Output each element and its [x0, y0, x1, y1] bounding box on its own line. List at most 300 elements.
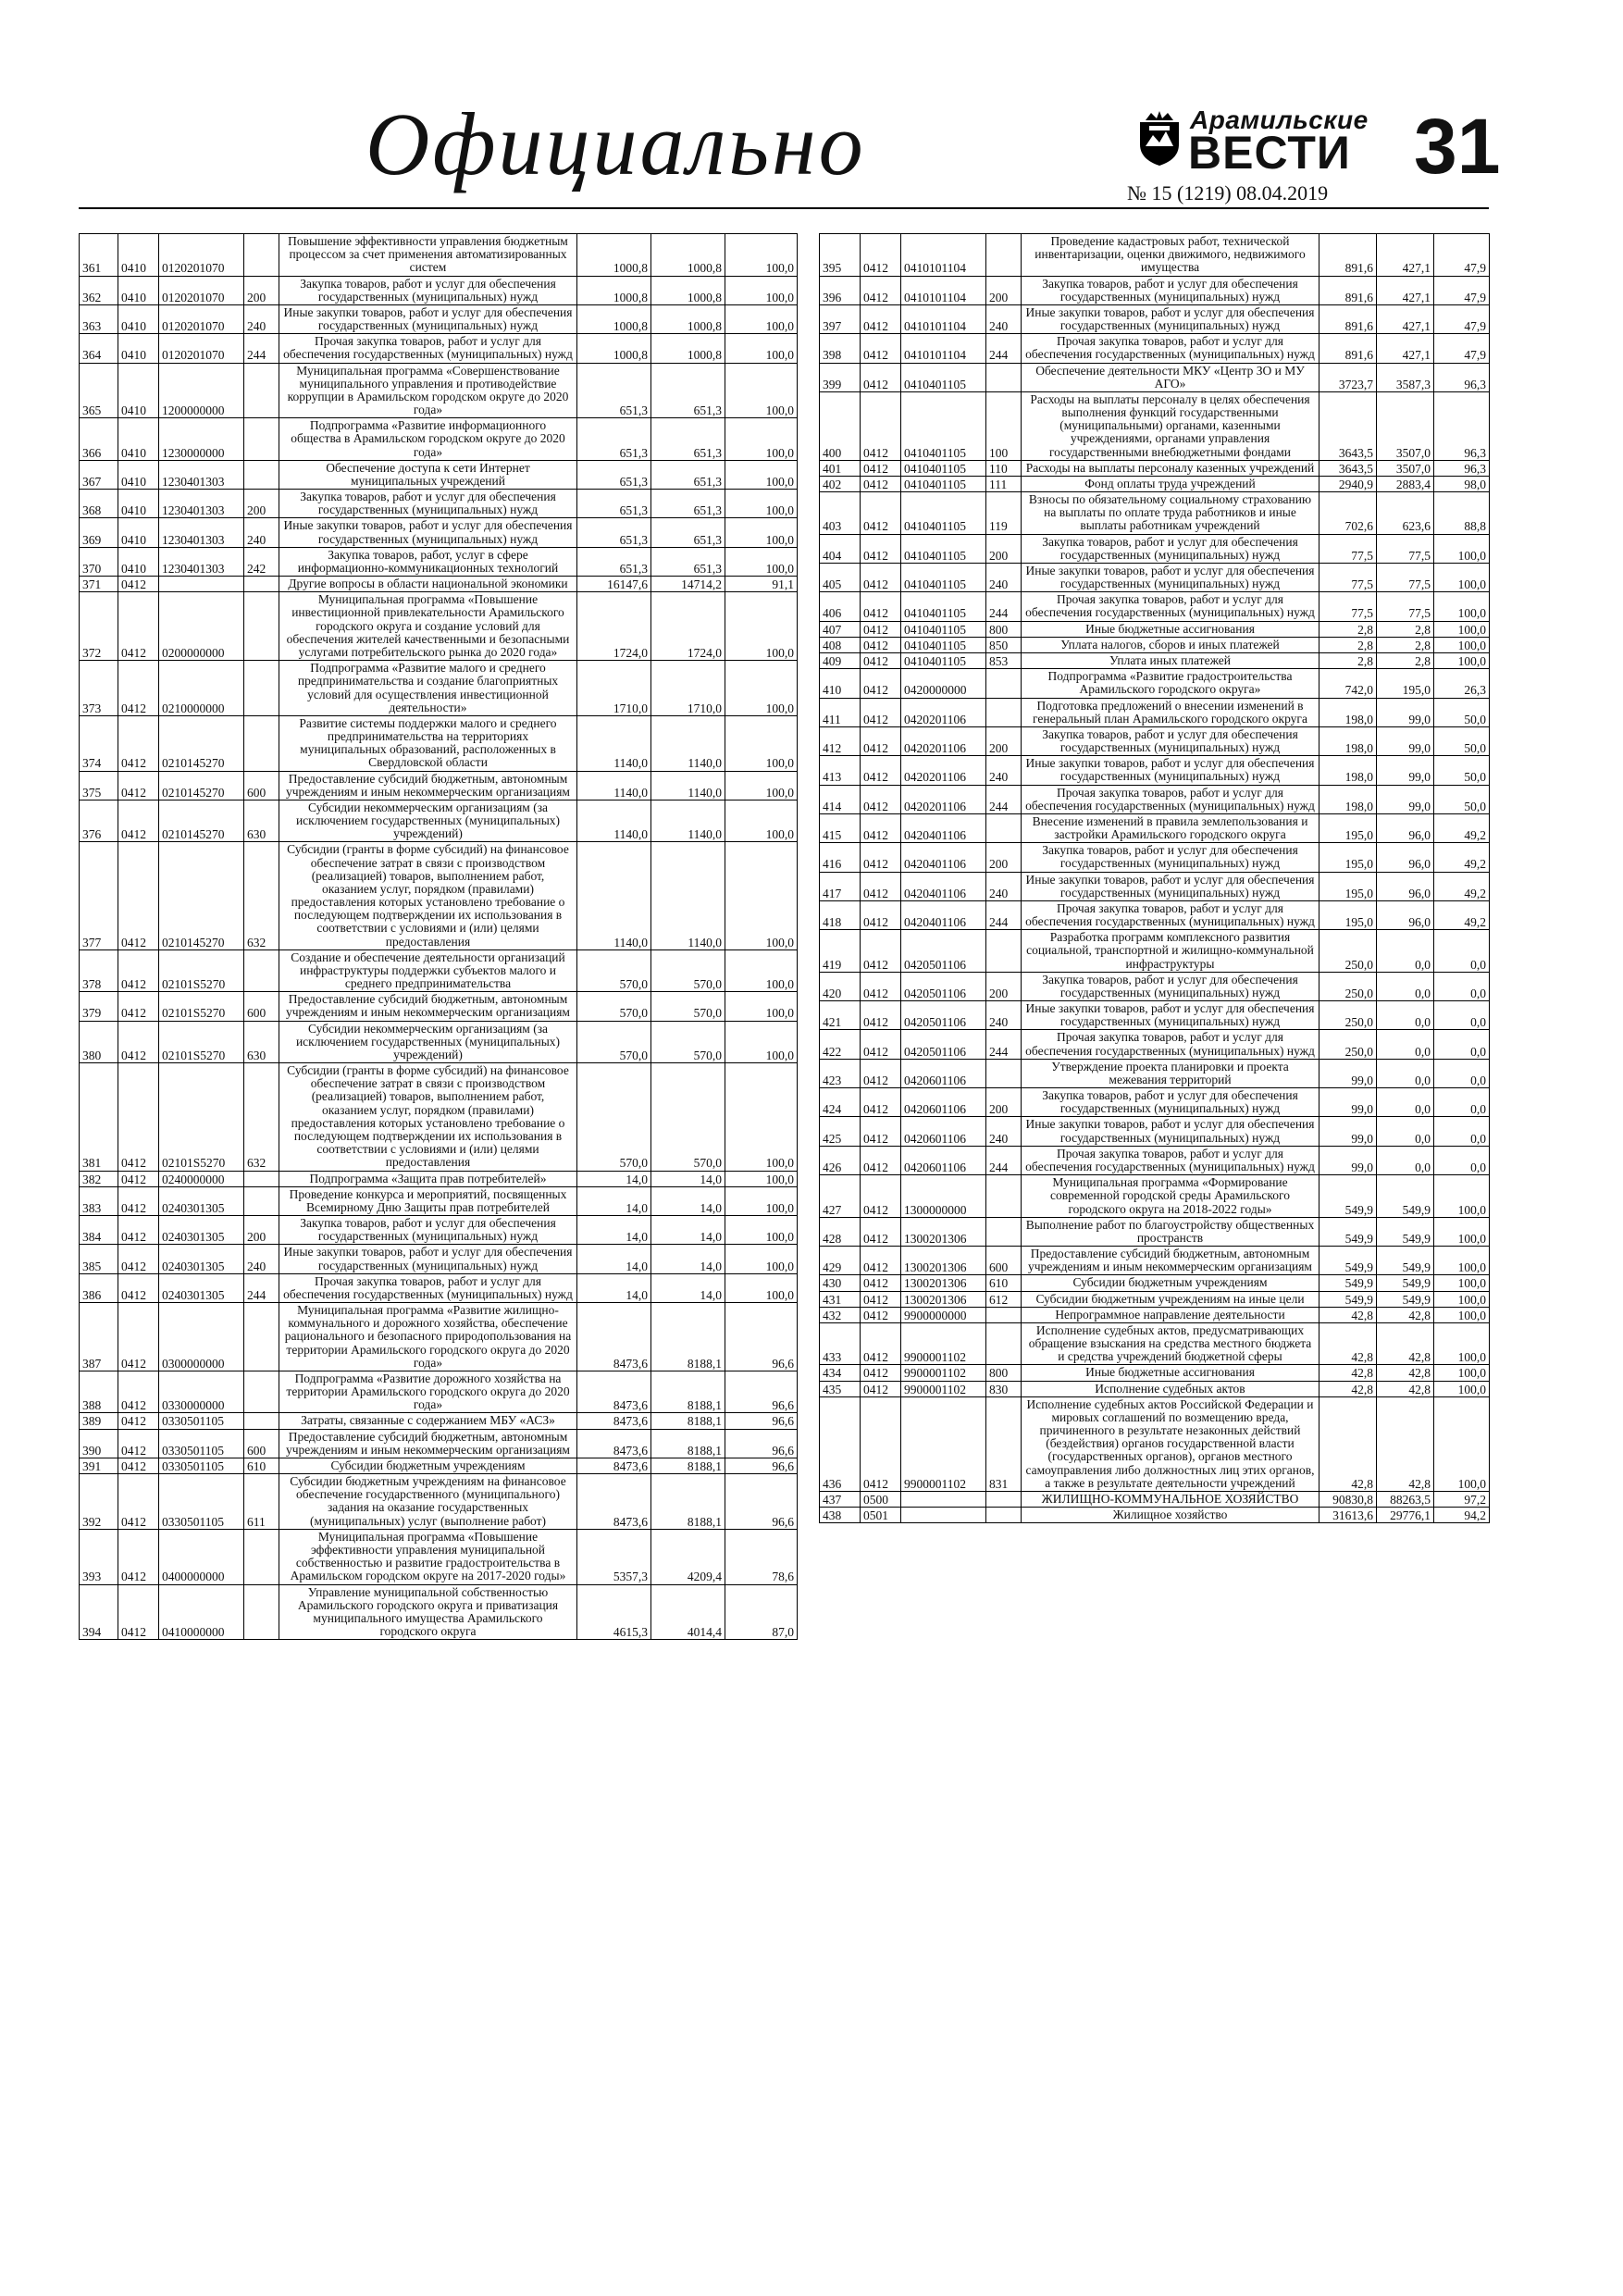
planned-amount: 3643,5: [1319, 460, 1377, 476]
target-article-code: 0240301305: [159, 1245, 244, 1273]
section-code: 0412: [861, 1001, 901, 1030]
target-article-code: 0410401105: [901, 621, 986, 637]
expense-description: Другие вопросы в области национальной экономики: [279, 577, 577, 592]
execution-percent: 47,9: [1434, 334, 1490, 363]
row-number: 377: [80, 842, 118, 949]
executed-amount: 96,0: [1377, 813, 1434, 842]
row-number: 394: [80, 1584, 118, 1640]
expense-description: Прочая закупка товаров, работ и услуг для обеспечения государственных (муниципальных) нужд: [1022, 592, 1319, 621]
expense-description: Расходы на выплаты персоналу в целях обеспечения выполнения функций государственными (муниципальными) органами, казенными учреждениями, органами управления государственными внебюджетными фондами: [1022, 391, 1319, 460]
expense-description: Закупка товаров, работ, услуг в сфере информационно-коммуникационных технологий: [279, 547, 577, 576]
planned-amount: 891,6: [1319, 334, 1377, 363]
execution-percent: 100,0: [725, 592, 798, 661]
execution-percent: 96,6: [725, 1429, 798, 1458]
execution-percent: 100,0: [1434, 637, 1490, 652]
execution-percent: 78,6: [725, 1529, 798, 1584]
target-article-code: 0420501106: [901, 1030, 986, 1059]
row-number: 388: [80, 1371, 118, 1413]
section-code: 0412: [118, 1063, 159, 1171]
table-row: [820, 1396, 1490, 1491]
expense-type-code: 200: [986, 843, 1022, 872]
expense-description: Иные бюджетные ассигнования: [1022, 621, 1319, 637]
section-code: 0412: [118, 1474, 159, 1530]
execution-percent: 50,0: [1434, 785, 1490, 813]
executed-amount: 570,0: [651, 992, 725, 1021]
execution-percent: 100,0: [725, 842, 798, 949]
executed-amount: 427,1: [1377, 304, 1434, 333]
target-article-code: 1300201306: [901, 1247, 986, 1275]
executed-amount: 8188,1: [651, 1413, 725, 1429]
execution-percent: 100,0: [725, 771, 798, 800]
execution-percent: 91,1: [725, 577, 798, 592]
expense-description: Прочая закупка товаров, работ и услуг для обеспечения государственных (муниципальных) нужд: [1022, 785, 1319, 813]
expense-description: Подпрограмма «Развитие градостроительства Арамильского городского округа»: [1022, 669, 1319, 698]
expense-type-code: 853: [986, 652, 1022, 668]
target-article-code: 9900001102: [901, 1381, 986, 1396]
execution-percent: 47,9: [1434, 234, 1490, 277]
row-number: 418: [820, 900, 861, 929]
planned-amount: 1000,8: [577, 276, 651, 304]
table-row: [80, 547, 798, 576]
section-code: 0412: [118, 1584, 159, 1640]
budget-table-left: [79, 233, 798, 1640]
expense-type-code: 850: [986, 637, 1022, 652]
row-number: 406: [820, 592, 861, 621]
planned-amount: 4615,3: [577, 1584, 651, 1640]
executed-amount: 0,0: [1377, 1001, 1434, 1030]
expense-description: Иные закупки товаров, работ и услуг для обеспечения государственных (муниципальных) нужд: [1022, 756, 1319, 785]
execution-percent: 100,0: [725, 949, 798, 992]
planned-amount: 77,5: [1319, 534, 1377, 563]
target-article-code: 0420601106: [901, 1088, 986, 1117]
planned-amount: 99,0: [1319, 1117, 1377, 1146]
planned-amount: 2,8: [1319, 652, 1377, 668]
table-row: [820, 726, 1490, 755]
executed-amount: 42,8: [1377, 1365, 1434, 1381]
target-article-code: 0410401105: [901, 363, 986, 391]
table-row: [820, 1001, 1490, 1030]
section-code: 0412: [118, 1458, 159, 1473]
table-row: [820, 1322, 1490, 1365]
expense-type-code: 800: [986, 621, 1022, 637]
expense-type-code: 244: [986, 1146, 1022, 1174]
expense-description: Обеспечение деятельности МКУ «Центр ЗО и МУ АГО»: [1022, 363, 1319, 391]
executed-amount: 651,3: [651, 460, 725, 489]
row-number: 417: [820, 872, 861, 900]
row-number: 409: [820, 652, 861, 668]
section-code: 0412: [861, 652, 901, 668]
planned-amount: 42,8: [1319, 1307, 1377, 1322]
expense-type-code: [986, 669, 1022, 698]
expense-description: Затраты, связанные с содержанием МБУ «АСЗ»: [279, 1413, 577, 1429]
row-number: 364: [80, 334, 118, 363]
target-article-code: 1230401303: [159, 518, 244, 547]
target-article-code: 0120201070: [159, 276, 244, 304]
table-row: [820, 872, 1490, 900]
row-number: 365: [80, 363, 118, 418]
expense-type-code: 630: [244, 800, 279, 842]
expense-description: Подготовка предложений о внесении изменений в генеральный план Арамильского городского округа: [1022, 698, 1319, 726]
section-code: 0412: [861, 534, 901, 563]
table-row: [820, 234, 1490, 277]
row-number: 385: [80, 1245, 118, 1273]
execution-percent: 96,3: [1434, 363, 1490, 391]
execution-percent: 100,0: [1434, 1381, 1490, 1396]
row-number: 396: [820, 276, 861, 304]
expense-description: Закупка товаров, работ и услуг для обеспечения государственных (муниципальных) нужд: [1022, 843, 1319, 872]
executed-amount: 195,0: [1377, 669, 1434, 698]
row-number: 373: [80, 661, 118, 716]
planned-amount: 2,8: [1319, 621, 1377, 637]
execution-percent: 0,0: [1434, 1117, 1490, 1146]
planned-amount: 570,0: [577, 949, 651, 992]
planned-amount: 198,0: [1319, 726, 1377, 755]
row-number: 415: [820, 813, 861, 842]
executed-amount: 99,0: [1377, 756, 1434, 785]
section-code: 0412: [861, 1381, 901, 1396]
execution-percent: 26,3: [1434, 669, 1490, 698]
table-row: [80, 592, 798, 661]
expense-description: Субсидии бюджетным учреждениям на иные цели: [1022, 1291, 1319, 1307]
expense-description: Прочая закупка товаров, работ и услуг для обеспечения государственных (муниципальных) нужд: [1022, 1030, 1319, 1059]
execution-percent: 0,0: [1434, 1146, 1490, 1174]
table-row: [820, 534, 1490, 563]
executed-amount: 99,0: [1377, 785, 1434, 813]
section-code: 0412: [861, 637, 901, 652]
expense-description: Субсидии некоммерческим организациям (за исключением государственных (муниципальных) учреждений): [279, 1021, 577, 1063]
target-article-code: 0420601106: [901, 1117, 986, 1146]
executed-amount: 3507,0: [1377, 391, 1434, 460]
target-article-code: 0330501105: [159, 1413, 244, 1429]
row-number: 380: [80, 1021, 118, 1063]
expense-description: Исполнение судебных актов, предусматривающих обращение взыскания на средства местного бюджета и средства учреждений бюджетной сферы: [1022, 1322, 1319, 1365]
expense-description: Уплата налогов, сборов и иных платежей: [1022, 637, 1319, 652]
execution-percent: 50,0: [1434, 756, 1490, 785]
execution-percent: 100,0: [725, 992, 798, 1021]
planned-amount: 651,3: [577, 460, 651, 489]
row-number: 420: [820, 972, 861, 1000]
executed-amount: 0,0: [1377, 1030, 1434, 1059]
target-article-code: 1300201306: [901, 1217, 986, 1246]
execution-percent: 100,0: [725, 1273, 798, 1302]
planned-amount: 250,0: [1319, 1001, 1377, 1030]
target-article-code: 0420401106: [901, 813, 986, 842]
table-row: [80, 1529, 798, 1584]
table-row: [820, 563, 1490, 591]
row-number: 403: [820, 492, 861, 535]
planned-amount: 250,0: [1319, 1030, 1377, 1059]
expense-description: ЖИЛИЩНО-КОММУНАЛЬНОЕ ХОЗЯЙСТВО: [1022, 1491, 1319, 1507]
expense-description: Разработка программ комплексного развития социальной, транспортной и жилищно-коммунальной инфраструктуры: [1022, 930, 1319, 973]
target-article-code: 1230401303: [159, 460, 244, 489]
execution-percent: 96,6: [725, 1303, 798, 1371]
expense-type-code: [986, 1508, 1022, 1523]
section-code: 0412: [861, 592, 901, 621]
execution-percent: 0,0: [1434, 1088, 1490, 1117]
planned-amount: 99,0: [1319, 1059, 1377, 1087]
target-article-code: [159, 577, 244, 592]
expense-description: Прочая закупка товаров, работ и услуг для обеспечения государственных (муниципальных) нужд: [279, 1273, 577, 1302]
table-row: [80, 577, 798, 592]
section-code: 0412: [861, 1247, 901, 1275]
execution-percent: 98,0: [1434, 476, 1490, 491]
planned-amount: 651,3: [577, 418, 651, 461]
executed-amount: 77,5: [1377, 592, 1434, 621]
executed-amount: 1724,0: [651, 592, 725, 661]
planned-amount: 570,0: [577, 1021, 651, 1063]
expense-type-code: 600: [986, 1247, 1022, 1275]
expense-type-code: [244, 363, 279, 418]
expense-description: Иные закупки товаров, работ и услуг для обеспечения государственных (муниципальных) нужд: [1022, 304, 1319, 333]
expense-type-code: [244, 715, 279, 771]
section-code: 0412: [861, 1030, 901, 1059]
execution-percent: 100,0: [1434, 1307, 1490, 1322]
expense-type-code: 240: [986, 563, 1022, 591]
planned-amount: 1140,0: [577, 800, 651, 842]
table-row: [80, 661, 798, 716]
executed-amount: 2883,4: [1377, 476, 1434, 491]
planned-amount: 8473,6: [577, 1429, 651, 1458]
expense-description: Муниципальная программа «Совершенствование муниципального управления и противодействие коррупции в Арамильском городском округе до 2020 года»: [279, 363, 577, 418]
expense-type-code: [986, 1307, 1022, 1322]
table-row: [820, 900, 1490, 929]
expense-type-code: 119: [986, 492, 1022, 535]
table-row: [820, 621, 1490, 637]
planned-amount: 702,6: [1319, 492, 1377, 535]
expense-type-code: 240: [986, 304, 1022, 333]
row-number: 408: [820, 637, 861, 652]
expense-description: Подпрограмма «Развитие дорожного хозяйства на территории Арамильского городского округа до 2020 года»: [279, 1371, 577, 1413]
target-article-code: 1230401303: [159, 490, 244, 518]
page-number: 31: [1414, 103, 1501, 190]
target-article-code: [901, 1491, 986, 1507]
expense-type-code: 600: [244, 992, 279, 1021]
target-article-code: 0410401105: [901, 460, 986, 476]
expense-description: Проведение конкурса и мероприятий, посвященных Всемирному Дню Защиты прав потребителей: [279, 1186, 577, 1215]
execution-percent: 100,0: [1434, 592, 1490, 621]
target-article-code: 1230401303: [159, 547, 244, 576]
row-number: 390: [80, 1429, 118, 1458]
expense-description: Муниципальная программа «Развитие жилищно-коммунального и дорожного хозяйства, обеспечение рационального и безопасного природопользования на территории Арамильского городского округа до 2020 года»: [279, 1303, 577, 1371]
table-row: [820, 669, 1490, 698]
expense-type-code: 200: [986, 972, 1022, 1000]
executed-amount: 8188,1: [651, 1371, 725, 1413]
executed-amount: 1140,0: [651, 771, 725, 800]
executed-amount: 549,9: [1377, 1175, 1434, 1218]
expense-description: Обеспечение доступа к сети Интернет муниципальных учреждений: [279, 460, 577, 489]
table-row: [820, 930, 1490, 973]
expense-description: Субсидии некоммерческим организациям (за исключением государственных (муниципальных) учреждений): [279, 800, 577, 842]
expense-description: Фонд оплаты труда учреждений: [1022, 476, 1319, 491]
executed-amount: 42,8: [1377, 1396, 1434, 1491]
planned-amount: 1140,0: [577, 715, 651, 771]
expense-description: Предоставление субсидий бюджетным, автономным учреждениям и иным некоммерческим организациям: [1022, 1247, 1319, 1275]
expense-description: Иные закупки товаров, работ и услуг для обеспечения государственных (муниципальных) нужд: [279, 518, 577, 547]
planned-amount: 42,8: [1319, 1381, 1377, 1396]
execution-percent: 100,0: [1434, 534, 1490, 563]
row-number: 370: [80, 547, 118, 576]
expense-description: Закупка товаров, работ и услуг для обеспечения государственных (муниципальных) нужд: [1022, 972, 1319, 1000]
target-article-code: 0420401106: [901, 872, 986, 900]
row-number: 392: [80, 1474, 118, 1530]
table-row: [820, 1175, 1490, 1218]
planned-amount: 99,0: [1319, 1146, 1377, 1174]
planned-amount: 570,0: [577, 992, 651, 1021]
row-number: 362: [80, 276, 118, 304]
execution-percent: 0,0: [1434, 1030, 1490, 1059]
expense-type-code: [244, 577, 279, 592]
section-code: 0412: [861, 334, 901, 363]
target-article-code: 0410401105: [901, 592, 986, 621]
row-number: 421: [820, 1001, 861, 1030]
section-code: 0412: [861, 843, 901, 872]
table-row: [80, 992, 798, 1021]
row-number: 379: [80, 992, 118, 1021]
executed-amount: 4209,4: [651, 1529, 725, 1584]
executed-amount: 14,0: [651, 1273, 725, 1302]
row-number: 387: [80, 1303, 118, 1371]
execution-percent: 0,0: [1434, 1001, 1490, 1030]
section-code: 0410: [118, 334, 159, 363]
row-number: 366: [80, 418, 118, 461]
row-number: 430: [820, 1275, 861, 1291]
expense-description: Прочая закупка товаров, работ и услуг для обеспечения государственных (муниципальных) нужд: [1022, 334, 1319, 363]
expense-type-code: [986, 234, 1022, 277]
target-article-code: 0420501106: [901, 930, 986, 973]
row-number: 369: [80, 518, 118, 547]
row-number: 426: [820, 1146, 861, 1174]
expense-type-code: 240: [986, 872, 1022, 900]
execution-percent: 100,0: [1434, 1275, 1490, 1291]
execution-percent: 100,0: [1434, 1291, 1490, 1307]
table-row: [820, 756, 1490, 785]
table-row: [80, 490, 798, 518]
section-code: 0412: [861, 1396, 901, 1491]
section-code: 0412: [861, 563, 901, 591]
expense-type-code: 610: [986, 1275, 1022, 1291]
execution-percent: 0,0: [1434, 930, 1490, 973]
executed-amount: 0,0: [1377, 1117, 1434, 1146]
planned-amount: 250,0: [1319, 930, 1377, 973]
section-code: 0412: [861, 304, 901, 333]
expense-description: Субсидии (гранты в форме субсидий) на финансовое обеспечение затрат в связи с производством (реализацией) товаров, выполнением работ, оказанием услуг, порядком (правилами) предоставления которых установлено требование о последующем подтверждении их использования в соответствии с условиями и (или) целями предоставления: [279, 842, 577, 949]
expense-description: Утверждение проекта планировки и проекта межевания территорий: [1022, 1059, 1319, 1087]
execution-percent: 96,6: [725, 1413, 798, 1429]
planned-amount: 195,0: [1319, 872, 1377, 900]
planned-amount: 651,3: [577, 547, 651, 576]
expense-description: Закупка товаров, работ и услуг для обеспечения государственных (муниципальных) нужд: [279, 490, 577, 518]
executed-amount: 77,5: [1377, 563, 1434, 591]
section-code: 0412: [861, 1322, 901, 1365]
expense-type-code: [244, 1171, 279, 1186]
row-number: 372: [80, 592, 118, 661]
expense-description: Непрограммное направление деятельности: [1022, 1307, 1319, 1322]
expense-description: Иные закупки товаров, работ и услуг для обеспечения государственных (муниципальных) нужд: [1022, 1001, 1319, 1030]
expense-type-code: 200: [986, 726, 1022, 755]
section-code: 0412: [118, 661, 159, 716]
executed-amount: 0,0: [1377, 972, 1434, 1000]
row-number: 414: [820, 785, 861, 813]
expense-type-code: 610: [244, 1458, 279, 1473]
section-code: 0412: [861, 234, 901, 277]
target-article-code: 0410401105: [901, 492, 986, 535]
expense-type-code: [986, 813, 1022, 842]
planned-amount: 891,6: [1319, 304, 1377, 333]
expense-type-code: 240: [986, 756, 1022, 785]
section-code: 0412: [861, 1059, 901, 1087]
expense-description: Повышение эффективности управления бюджетным процессом за счет применения автоматизированных систем: [279, 234, 577, 277]
table-row: [820, 460, 1490, 476]
row-number: 401: [820, 460, 861, 476]
section-code: 0412: [118, 1216, 159, 1245]
target-article-code: 0420201106: [901, 698, 986, 726]
planned-amount: 42,8: [1319, 1365, 1377, 1381]
executed-amount: 0,0: [1377, 1088, 1434, 1117]
row-number: 399: [820, 363, 861, 391]
execution-percent: 50,0: [1434, 726, 1490, 755]
expense-description: Иные закупки товаров, работ и услуг для обеспечения государственных (муниципальных) нужд: [279, 1245, 577, 1273]
target-article-code: 9900001102: [901, 1365, 986, 1381]
planned-amount: 570,0: [577, 1063, 651, 1171]
expense-description: Расходы на выплаты персоналу казенных учреждений: [1022, 460, 1319, 476]
executed-amount: 570,0: [651, 1021, 725, 1063]
section-code: 0412: [861, 492, 901, 535]
expense-description: Внесение изменений в правила землепользования и застройки Арамильского городского округа: [1022, 813, 1319, 842]
expense-description: Закупка товаров, работ и услуг для обеспечения государственных (муниципальных) нужд: [279, 1216, 577, 1245]
row-number: 400: [820, 391, 861, 460]
expense-type-code: 611: [244, 1474, 279, 1530]
row-number: 376: [80, 800, 118, 842]
expense-type-code: 830: [986, 1381, 1022, 1396]
table-row: [80, 1474, 798, 1530]
expense-description: Закупка товаров, работ и услуг для обеспечения государственных (муниципальных) нужд: [1022, 276, 1319, 304]
table-row: [80, 334, 798, 363]
expense-type-code: [986, 930, 1022, 973]
table-row: [80, 1245, 798, 1273]
section-code: 0412: [118, 577, 159, 592]
execution-percent: 49,2: [1434, 843, 1490, 872]
execution-percent: 100,0: [725, 1245, 798, 1273]
table-row: [820, 492, 1490, 535]
executed-amount: 3507,0: [1377, 460, 1434, 476]
section-code: 0412: [118, 1245, 159, 1273]
row-number: 395: [820, 234, 861, 277]
section-code: 0412: [861, 972, 901, 1000]
execution-percent: 100,0: [1434, 652, 1490, 668]
target-article-code: 0240301305: [159, 1186, 244, 1215]
table-row: [820, 698, 1490, 726]
row-number: 429: [820, 1247, 861, 1275]
execution-percent: 0,0: [1434, 972, 1490, 1000]
planned-amount: 90830,8: [1319, 1491, 1377, 1507]
section-code: 0412: [861, 1088, 901, 1117]
section-code: 0412: [861, 1307, 901, 1322]
planned-amount: 42,8: [1319, 1396, 1377, 1491]
expense-type-code: [244, 1186, 279, 1215]
table-row: [820, 1217, 1490, 1246]
table-row: [820, 276, 1490, 304]
expense-type-code: 244: [986, 900, 1022, 929]
table-row: [820, 813, 1490, 842]
executed-amount: 570,0: [651, 1063, 725, 1171]
issue-info: № 15 (1219) 08.04.2019: [1127, 181, 1329, 205]
execution-percent: 100,0: [1434, 1247, 1490, 1275]
table-row: [80, 1413, 798, 1429]
table-row: [820, 1365, 1490, 1381]
target-article-code: 0330000000: [159, 1371, 244, 1413]
executed-amount: 96,0: [1377, 843, 1434, 872]
planned-amount: 742,0: [1319, 669, 1377, 698]
